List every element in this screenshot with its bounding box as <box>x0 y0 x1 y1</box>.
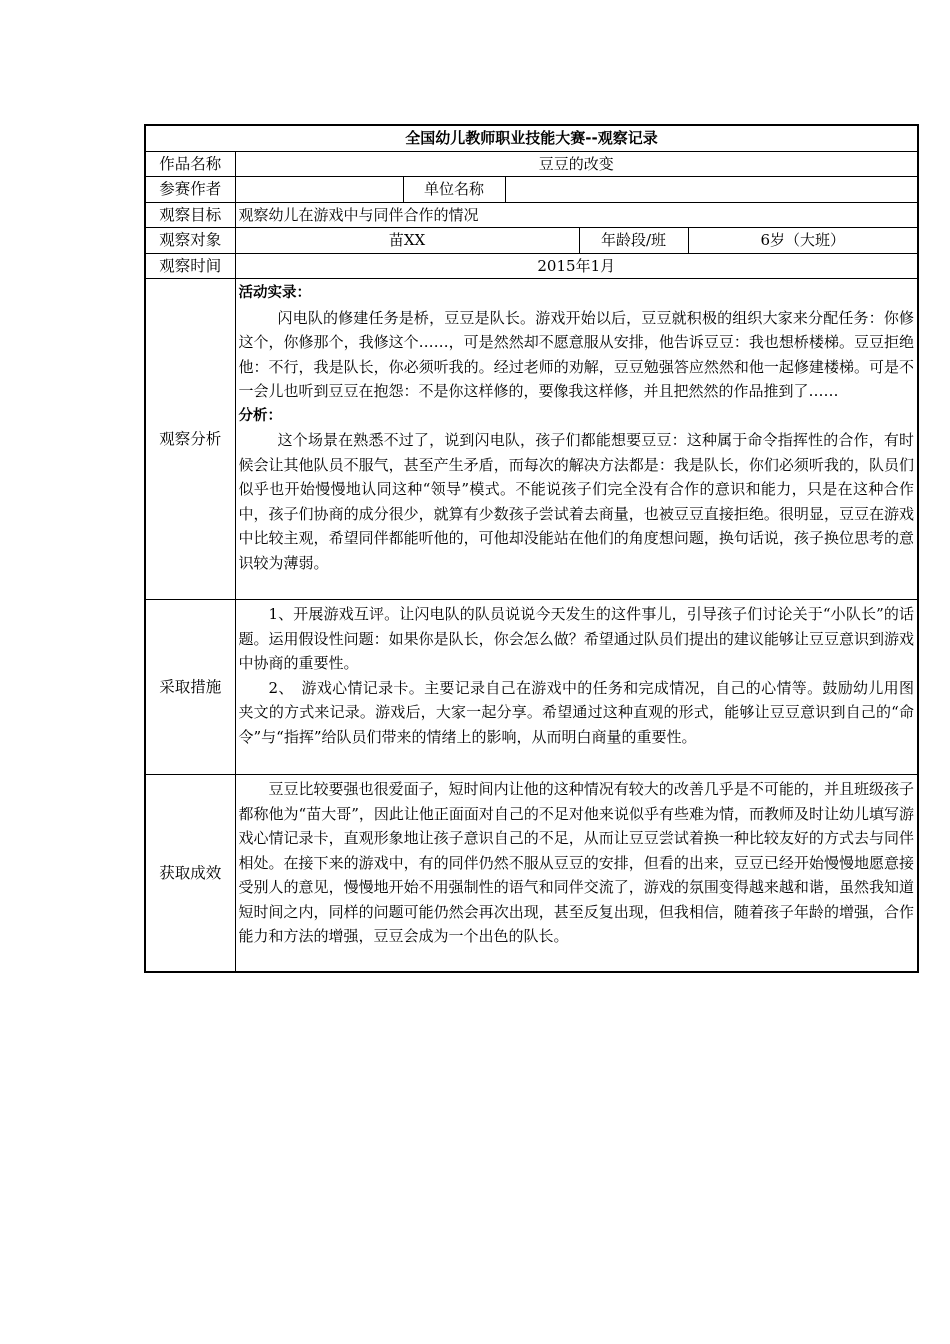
time-label: 观察时间 <box>145 253 235 279</box>
age-value: 6岁（大班） <box>688 228 918 254</box>
results-content <box>235 775 918 973</box>
record-title: 全国幼儿教师职业技能大赛--观察记录 <box>145 125 918 151</box>
activity-record-text: 闪电队的修建任务是桥，豆豆是队长。游戏开始以后，豆豆就积极的组织大家来分配任务：你修这个，你修那个，我修这个……，可是然然却不愿意服从安排，他告诉豆豆：我也想桥楼梯。豆豆拒绝他：不行，我是队长，你必须听我的。经过老师的劝解，豆豆勉强答应然然和他一起修建楼梯。可是不一会儿也听到豆豆在抱怨：不是你这样修的，要像我这样修，并且把然然的作品推到了…… <box>238 308 915 400</box>
author-value <box>235 177 403 203</box>
subject-label: 观察对象 <box>145 228 235 254</box>
analysis-label: 观察分析 <box>145 279 235 600</box>
measures-label: 采取措施 <box>145 600 235 775</box>
author-label: 参赛作者 <box>145 177 235 203</box>
results-label: 获取成效 <box>145 775 235 973</box>
analysis-text: 这个场景在熟悉不过了，说到闪电队，孩子们都能想要豆豆：这种属于命令指挥性的合作，有时候会让其他队员不服气，甚至产生矛盾，而每次的解决方法都是：我是队长，你们必须听我的，队员们似乎也开始慢慢地认同这种“领导”模式。不能说孩子们完全没有合作的意识和能力，只是在这种合作中，孩子们协商的成分很少，就算有少数孩子尝试着去商量，也被豆豆直接拒绝。很明显，豆豆在游戏中比较主观，希望同伴都能听他的，可他却没能站在他们的角度想问题，换句话说，孩子换位思考的意识较为薄弱。 <box>238 431 915 572</box>
work-name-label: 作品名称 <box>145 151 235 177</box>
unit-value <box>505 177 918 203</box>
analysis-content <box>235 279 918 600</box>
measure-item-1: 1、开展游戏互评。让闪电队的队员说说今天发生的这件事儿，引导孩子们讨论关于“小队长”的话题。运用假设性问题：如果你是队长，你会怎么做？希望通过队员们提出的建议能够让豆豆意识到游戏中协商的重要性。 <box>238 605 915 672</box>
goal-label: 观察目标 <box>145 202 235 228</box>
measures-content <box>235 600 918 775</box>
measure-item-2: 2、 游戏心情记录卡。主要记录自己在游戏中的任务和完成情况，自己的心情等。鼓励幼儿用图夹文的方式来记录。游戏后，大家一起分享。希望通过这种直观的形式，能够让豆豆意识到自己的“命令”与“指挥”给队员们带来的情绪上的影响，从而明白商量的重要性。 <box>238 678 915 746</box>
time-value: 2015年1月 <box>235 253 918 279</box>
work-name-value: 豆豆的改变 <box>235 151 918 177</box>
goal-value: 观察幼儿在游戏中与同伴合作的情况 <box>235 202 918 228</box>
analysis-heading: 分析： <box>238 407 282 424</box>
age-label: 年龄段/班 <box>579 228 688 254</box>
results-text: 豆豆比较要强也很爱面子，短时间内让他的这种情况有较大的改善几乎是不可能的，并且班级孩子都称他为“苗大哥”，因此让他正面面对自己的不足对他来说似乎有些难为情，而教师及时让幼儿填写游戏心情记录卡，直观形象地让孩子意识自己的不足，从而让豆豆尝试着换一种比较友好的方式去与同伴相处。在接下来的游戏中，有的同伴仍然不服从豆豆的安排，但看的出来，豆豆已经开始慢慢地愿意接受别人的意见，慢慢地开始不用强制性的语气和同伴交流了，游戏的氛围变得越来越和谐，虽然我知道短时间之内，同样的问题可能仍然会再次出现，甚至反复出现，但我相信，随着孩子年龄的增强，合作能力和方法的增强，豆豆会成为一个出色的队长。 <box>238 780 915 945</box>
observation-record-table <box>144 124 919 973</box>
activity-record-heading: 活动实录： <box>238 285 311 301</box>
subject-value: 苗XX <box>235 228 579 254</box>
unit-label: 单位名称 <box>403 177 505 203</box>
